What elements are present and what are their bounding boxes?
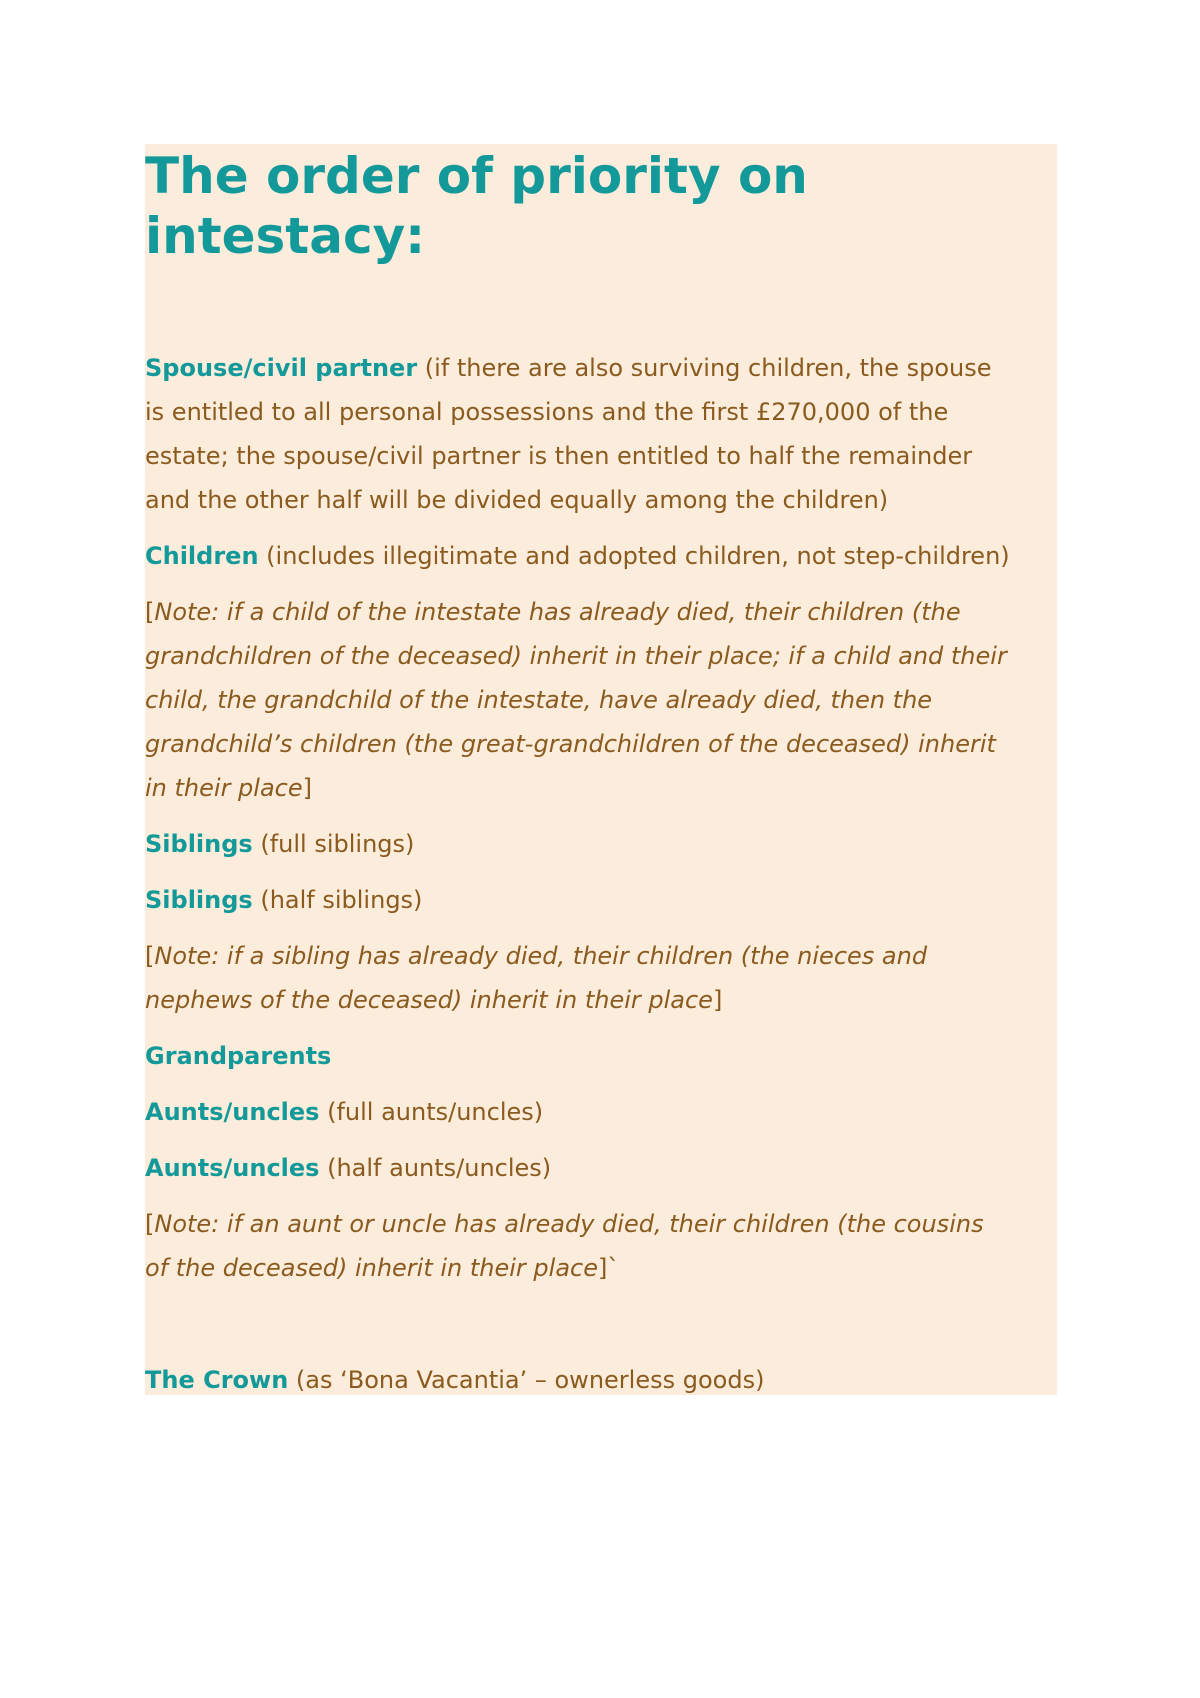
term-aunts-uncles-full: Aunts/uncles (145, 1098, 320, 1126)
bracket-open: [ (145, 942, 155, 970)
children-desc: (includes illegitimate and adopted children, not step-children) (258, 542, 1010, 570)
term-aunts-uncles-half: Aunts/uncles (145, 1154, 320, 1182)
bracket-open: [ (145, 1210, 155, 1238)
spacer (145, 1302, 1057, 1358)
entry-children (145, 534, 1057, 578)
note-siblings-line-2: nephews of the deceased) inherit in their place (145, 986, 713, 1014)
entry-aunts-uncles-full (145, 1090, 1057, 1134)
note-children-line-1: Note: if a child of the intestate has already died, their children (the (154, 598, 961, 626)
entry-grandparents (145, 1034, 1057, 1078)
note-children-line-2: grandchildren of the deceased) inherit in their place; if a child and their (145, 642, 1007, 670)
spouse-desc-line-4: and the other half will be divided equally among the children) (145, 486, 889, 514)
spouse-desc-line-3: estate; the spouse/civil partner is then entitled to half the remainder (145, 442, 973, 470)
entry-aunts-uncles-half (145, 1146, 1057, 1190)
title-line-2: intestacy: (145, 207, 426, 265)
page-title (145, 146, 1045, 266)
note-aunts-uncles-line-1: Note: if an aunt or uncle has already died, their children (the cousins (154, 1210, 984, 1238)
term-grandparents: Grandparents (145, 1042, 332, 1070)
term-spouse: Spouse/civil partner (145, 354, 418, 382)
term-children: Children (145, 542, 259, 570)
note-siblings-line-1: Note: if a sibling has already died, their children (the nieces and (154, 942, 928, 970)
entry-spouse (145, 346, 1057, 522)
bracket-close: ] (712, 986, 723, 1014)
aunts-uncles-half-desc: (half aunts/uncles) (319, 1154, 552, 1182)
note-aunts-uncles-line-2: of the deceased) inherit in their place (145, 1254, 598, 1282)
priority-list (145, 346, 1057, 1414)
term-siblings-full: Siblings (145, 830, 253, 858)
bracket-close: ] (302, 774, 313, 802)
siblings-half-desc: (half siblings) (252, 886, 423, 914)
aunts-uncles-full-desc: (full aunts/uncles) (319, 1098, 544, 1126)
term-crown: The Crown (145, 1366, 289, 1394)
spouse-desc-line-2: is entitled to all personal possessions and the first £270,000 of the (145, 398, 949, 426)
note-children (145, 590, 1057, 810)
entry-crown (145, 1358, 1057, 1402)
note-aunts-uncles (145, 1202, 1057, 1290)
bracket-close: ]` (598, 1254, 620, 1282)
entry-siblings-full (145, 822, 1057, 866)
note-children-line-5: in their place (145, 774, 303, 802)
siblings-full-desc: (full siblings) (252, 830, 415, 858)
note-children-line-4: grandchild’s children (the great-grandchildren of the deceased) inherit (145, 730, 996, 758)
spouse-desc-line-1: (if there are also surviving children, the spouse (417, 354, 992, 382)
note-children-line-3: child, the grandchild of the intestate, have already died, then the (145, 686, 933, 714)
term-siblings-half: Siblings (145, 886, 253, 914)
crown-desc: (as ‘Bona Vacantia’ – ownerless goods) (288, 1366, 765, 1394)
title-line-1: The order of priority on (145, 147, 808, 205)
entry-siblings-half (145, 878, 1057, 922)
note-siblings (145, 934, 1057, 1022)
bracket-open: [ (145, 598, 155, 626)
